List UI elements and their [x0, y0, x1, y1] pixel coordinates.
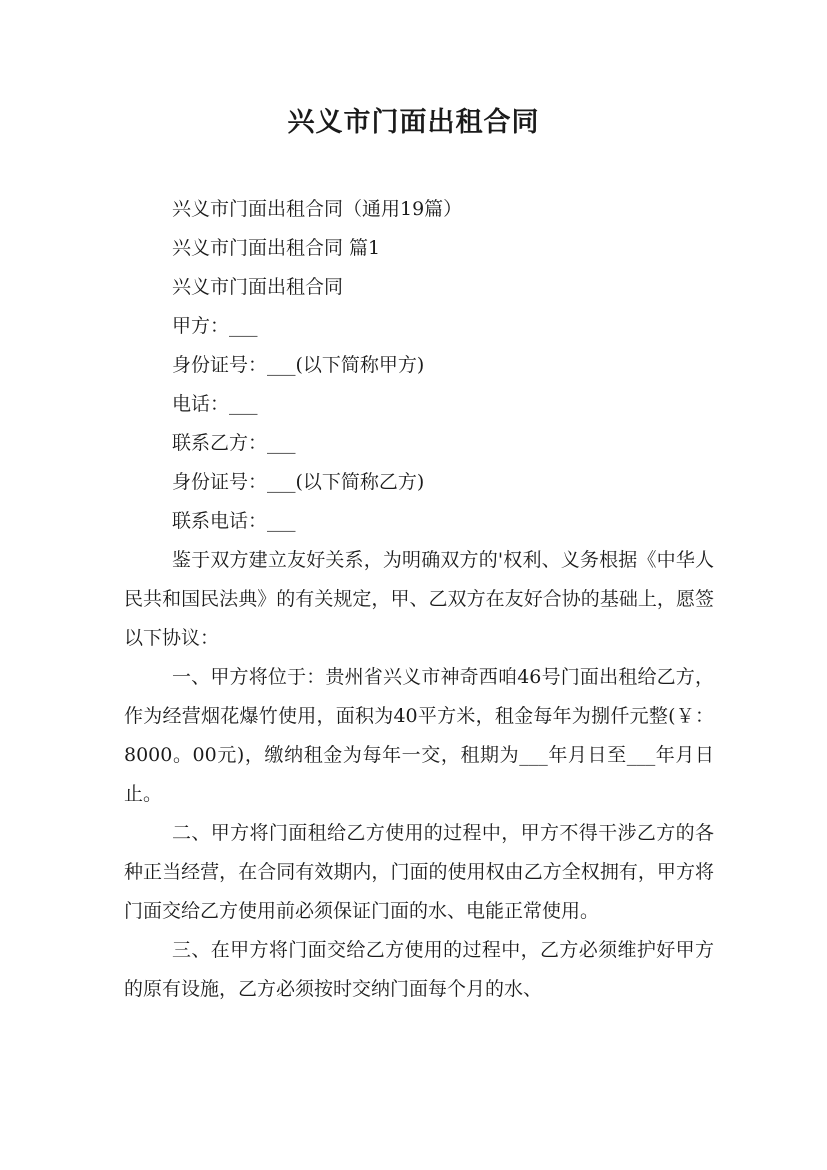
- party-b-id-line: 身份证号：___(以下简称乙方): [172, 471, 425, 493]
- subtitle-line: 兴义市门面出租合同（通用19篇）: [172, 198, 463, 220]
- document-body: [124, 190, 714, 1009]
- clause-1-paragraph: 一、甲方将位于：贵州省兴义市神奇西咱46号门面出租给乙方，作为经营烟花爆竹使用，面积为40平方米，租金每年为捌仟元整(￥：8000。00元)，缴纳租金为每年一交，租期为___年月日至___年月日止。: [124, 666, 714, 805]
- preamble-paragraph: 鉴于双方建立友好关系，为明确双方的'权利、义务根据《中华人民共和国民法典》的有关规定，甲、乙双方在友好合协的基础上，愿签以下协议：: [124, 549, 714, 649]
- party-a-id-line: 身份证号：___(以下简称甲方): [172, 354, 425, 376]
- party-b-line: 联系乙方：___: [172, 432, 296, 454]
- section-heading: 兴义市门面出租合同 篇1: [172, 237, 381, 259]
- document-title: 兴义市门面出租合同: [287, 107, 540, 138]
- clause-2-paragraph: 二、甲方将门面租给乙方使用的过程中，甲方不得干涉乙方的各种正当经营，在合同有效期内，门面的使用权由乙方全权拥有，甲方将门面交给乙方使用前必须保证门面的水、电能正常使用。: [124, 822, 714, 922]
- clause-3-paragraph: 三、在甲方将门面交给乙方使用的过程中，乙方必须维护好甲方的原有设施，乙方必须按时交纳门面每个月的水、: [124, 939, 714, 1000]
- party-a-phone-line: 电话：___: [172, 393, 258, 415]
- contract-name-line: 兴义市门面出租合同: [172, 276, 344, 298]
- party-b-phone-line: 联系电话：___: [172, 510, 296, 532]
- party-a-line: 甲方：___: [172, 315, 258, 337]
